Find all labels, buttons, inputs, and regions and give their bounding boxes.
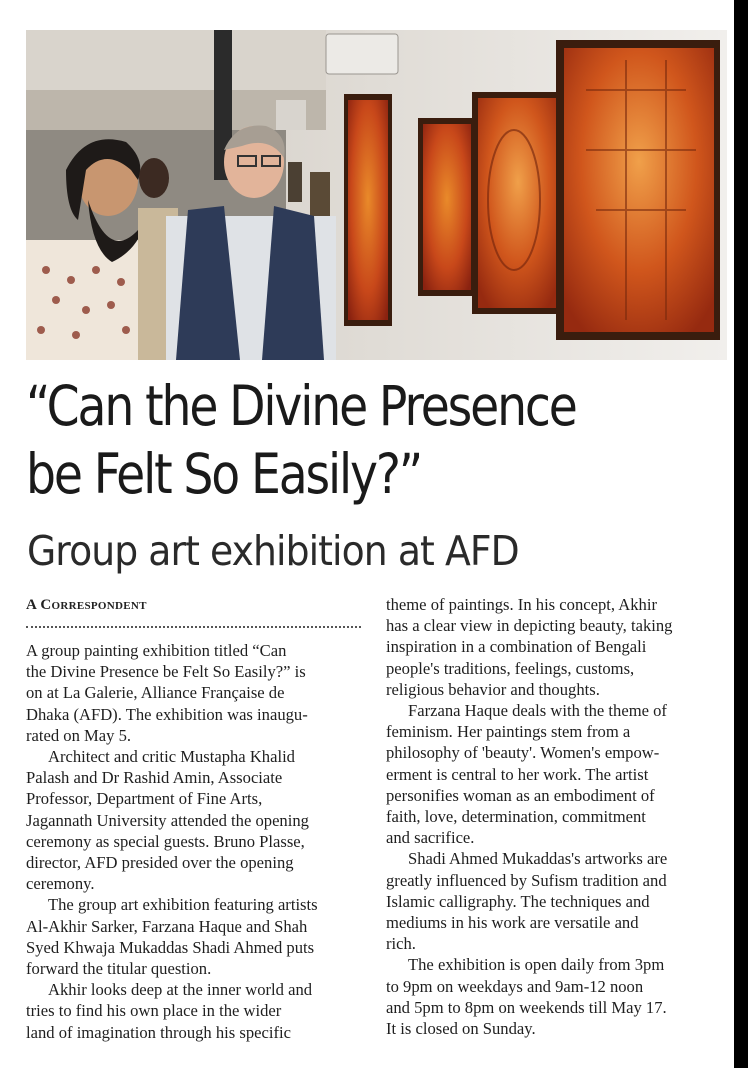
text-line: director, AFD presided over the opening	[26, 853, 294, 873]
text-line: the Divine Presence be Felt So Easily?” is	[26, 662, 306, 682]
text-line: philosophy of 'beauty'. Women's empow-	[386, 743, 660, 763]
article-column-1	[26, 640, 364, 1043]
text-line: greatly influenced by Sufism tradition and	[386, 870, 667, 890]
text-line: people's traditions, feelings, customs,	[386, 658, 635, 678]
text-line: Farzana Haque deals with the theme of	[408, 701, 667, 721]
text-line: Palash and Dr Rashid Amin, Associate	[26, 768, 283, 788]
text-line: The group art exhibition featuring artists	[48, 895, 318, 915]
text-line: theme of paintings. In his concept, Akhir	[386, 595, 657, 614]
text-line: forward the titular question.	[26, 959, 212, 979]
paragraph	[386, 848, 726, 954]
text-line: on at La Galerie, Alliance Française de	[26, 683, 285, 703]
text-line: mediums in his work are versatile and	[386, 913, 639, 933]
headline-line-1: “Can the Divine Presence	[26, 374, 576, 438]
text-line: land of imagination through his specific	[26, 1022, 291, 1042]
paragraph	[386, 700, 726, 848]
byline: A Correspondent	[26, 597, 147, 613]
text-line: Al-Akhir Sarker, Farzana Haque and Shah	[26, 916, 308, 936]
text-line: religious behavior and thoughts.	[386, 679, 600, 699]
text-line: Syed Khwaja Mukaddas Shadi Ahmed puts	[26, 937, 315, 957]
byline-divider	[26, 626, 361, 628]
text-line: The exhibition is open daily from 3pm	[408, 955, 665, 975]
text-line: A group painting exhibition titled “Can	[26, 641, 287, 660]
text-line: Shadi Ahmed Mukaddas's artworks are	[408, 849, 668, 869]
paragraph	[386, 954, 726, 1039]
text-line: erment is central to her work. The artist	[386, 764, 649, 784]
text-line: and sacrifice.	[386, 828, 475, 848]
text-line: ceremony.	[26, 874, 95, 894]
text-line: rated on May 5.	[26, 725, 132, 745]
text-line: inspiration in a combination of Bengali	[386, 637, 647, 657]
text-line: personifies woman as an embodiment of	[386, 785, 655, 805]
text-line: feminism. Her paintings stem from a	[386, 722, 631, 742]
text-line: Islamic calligraphy. The techniques and	[386, 891, 650, 911]
text-line: Professor, Department of Fine Arts,	[26, 789, 263, 809]
text-line: ceremony as special guests. Bruno Plasse,	[26, 831, 305, 851]
text-line: to 9pm on weekdays and 9am-12 noon	[386, 976, 644, 996]
exhibition-photo	[26, 30, 727, 360]
paragraph	[26, 640, 364, 746]
text-line: tries to find his own place in the wider	[26, 1001, 282, 1021]
text-line: Akhir looks deep at the inner world and	[48, 980, 313, 1000]
paragraph	[26, 894, 364, 979]
text-line: and 5pm to 8pm on weekends till May 17.	[386, 997, 667, 1017]
text-line: It is closed on Sunday.	[386, 1019, 536, 1039]
headline	[26, 372, 723, 508]
text-line: faith, love, determination, commitment	[386, 807, 646, 827]
paragraph	[386, 594, 726, 700]
subheadline: Group art exhibition at AFD	[27, 527, 519, 575]
text-line: Dhaka (AFD). The exhibition was inaugu-	[26, 704, 308, 724]
page-edge-bar	[734, 0, 748, 1068]
headline-line-2: be Felt So Easily?”	[26, 442, 422, 506]
paragraph	[26, 746, 364, 894]
paragraph	[26, 979, 364, 1043]
text-line: Architect and critic Mustapha Khalid	[48, 747, 295, 767]
text-line: has a clear view in depicting beauty, taking	[386, 616, 673, 636]
article-column-2	[386, 594, 726, 1039]
text-line: rich.	[386, 934, 416, 954]
text-line: Jagannath University attended the opening	[26, 810, 309, 830]
